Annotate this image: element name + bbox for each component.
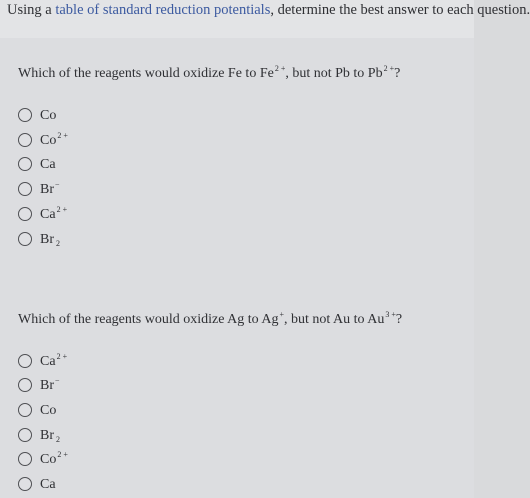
option-subscript: 2: [56, 435, 60, 444]
q1-charge-1: 2 +: [274, 64, 286, 73]
q1-option-5[interactable]: [18, 204, 68, 224]
option-label: [40, 352, 68, 370]
option-symbol: Br: [40, 182, 54, 197]
option-charge: −: [55, 180, 60, 189]
q1-part-2: , but not Pb to Pb: [285, 66, 383, 81]
q2-option-3[interactable]: [18, 400, 58, 420]
radio-button[interactable]: [18, 133, 32, 147]
radio-button[interactable]: [18, 207, 32, 221]
radio-button[interactable]: [18, 108, 32, 122]
radio-button[interactable]: [18, 157, 32, 171]
q1-option-4[interactable]: [18, 179, 61, 199]
question-panel: [0, 38, 474, 498]
instructions-bar: [0, 0, 530, 38]
option-symbol: Co: [40, 452, 57, 467]
q2-part-1: Which of the reagents would oxidize Ag to Ag: [18, 312, 279, 327]
q2-option-1[interactable]: [18, 351, 68, 371]
option-symbol: Co: [40, 403, 57, 418]
option-label: [40, 376, 61, 394]
q2-option-5[interactable]: [18, 449, 69, 469]
radio-button[interactable]: [18, 477, 32, 491]
radio-button[interactable]: [18, 452, 32, 466]
option-symbol: Co: [40, 108, 57, 123]
q1-option-6[interactable]: [18, 229, 60, 249]
reduction-potentials-link[interactable]: table of standard reduction potentials: [55, 2, 271, 18]
q2-option-6[interactable]: [18, 474, 58, 494]
q2-charge-2: 3 +: [385, 310, 396, 319]
option-label: [40, 155, 58, 173]
option-symbol: Co: [40, 133, 57, 148]
q2-option-4[interactable]: [18, 425, 60, 445]
question-2-text: [18, 310, 402, 328]
option-label: [40, 131, 69, 149]
option-label: [40, 450, 69, 468]
option-symbol: Ca: [40, 354, 56, 369]
option-charge: −: [55, 376, 60, 385]
option-label: [40, 205, 68, 223]
option-label: [40, 230, 60, 248]
q1-option-3[interactable]: [18, 154, 58, 174]
option-label: [40, 401, 58, 419]
radio-button[interactable]: [18, 428, 32, 442]
q1-option-2[interactable]: [18, 130, 69, 150]
option-charge: 2 +: [56, 205, 68, 214]
q1-charge-2: 2 +: [383, 64, 395, 73]
question-1-text: [18, 64, 400, 82]
instructions-text: [7, 1, 530, 19]
q2-option-2[interactable]: [18, 375, 61, 395]
option-charge: 2 +: [57, 131, 68, 140]
option-symbol: Ca: [40, 157, 56, 172]
instructions-suffix: , determine the best answer to each question.: [270, 2, 530, 18]
radio-button[interactable]: [18, 378, 32, 392]
option-charge: 2 +: [56, 352, 68, 361]
instructions-prefix: Using a: [7, 2, 56, 18]
q1-option-1[interactable]: [18, 105, 58, 125]
option-label: [40, 106, 58, 124]
option-symbol: Ca: [40, 207, 56, 222]
option-label: [40, 180, 61, 198]
q2-charge-1: +: [279, 310, 285, 319]
radio-button[interactable]: [18, 232, 32, 246]
option-symbol: Ca: [40, 477, 56, 492]
q1-part-1: Which of the reagents would oxidize Fe to Fe: [18, 66, 274, 81]
option-symbol: Br: [40, 232, 54, 247]
option-symbol: Br: [40, 428, 54, 443]
q2-part-2: , but not Au to Au: [284, 312, 385, 327]
option-subscript: 2: [56, 239, 60, 248]
radio-button[interactable]: [18, 403, 32, 417]
option-label: [40, 475, 58, 493]
option-symbol: Br: [40, 378, 54, 393]
q1-part-3: ?: [394, 66, 401, 81]
option-charge: 2 +: [57, 450, 68, 459]
option-label: [40, 426, 60, 444]
q2-part-3: ?: [395, 312, 403, 327]
radio-button[interactable]: [18, 182, 32, 196]
radio-button[interactable]: [18, 354, 32, 368]
